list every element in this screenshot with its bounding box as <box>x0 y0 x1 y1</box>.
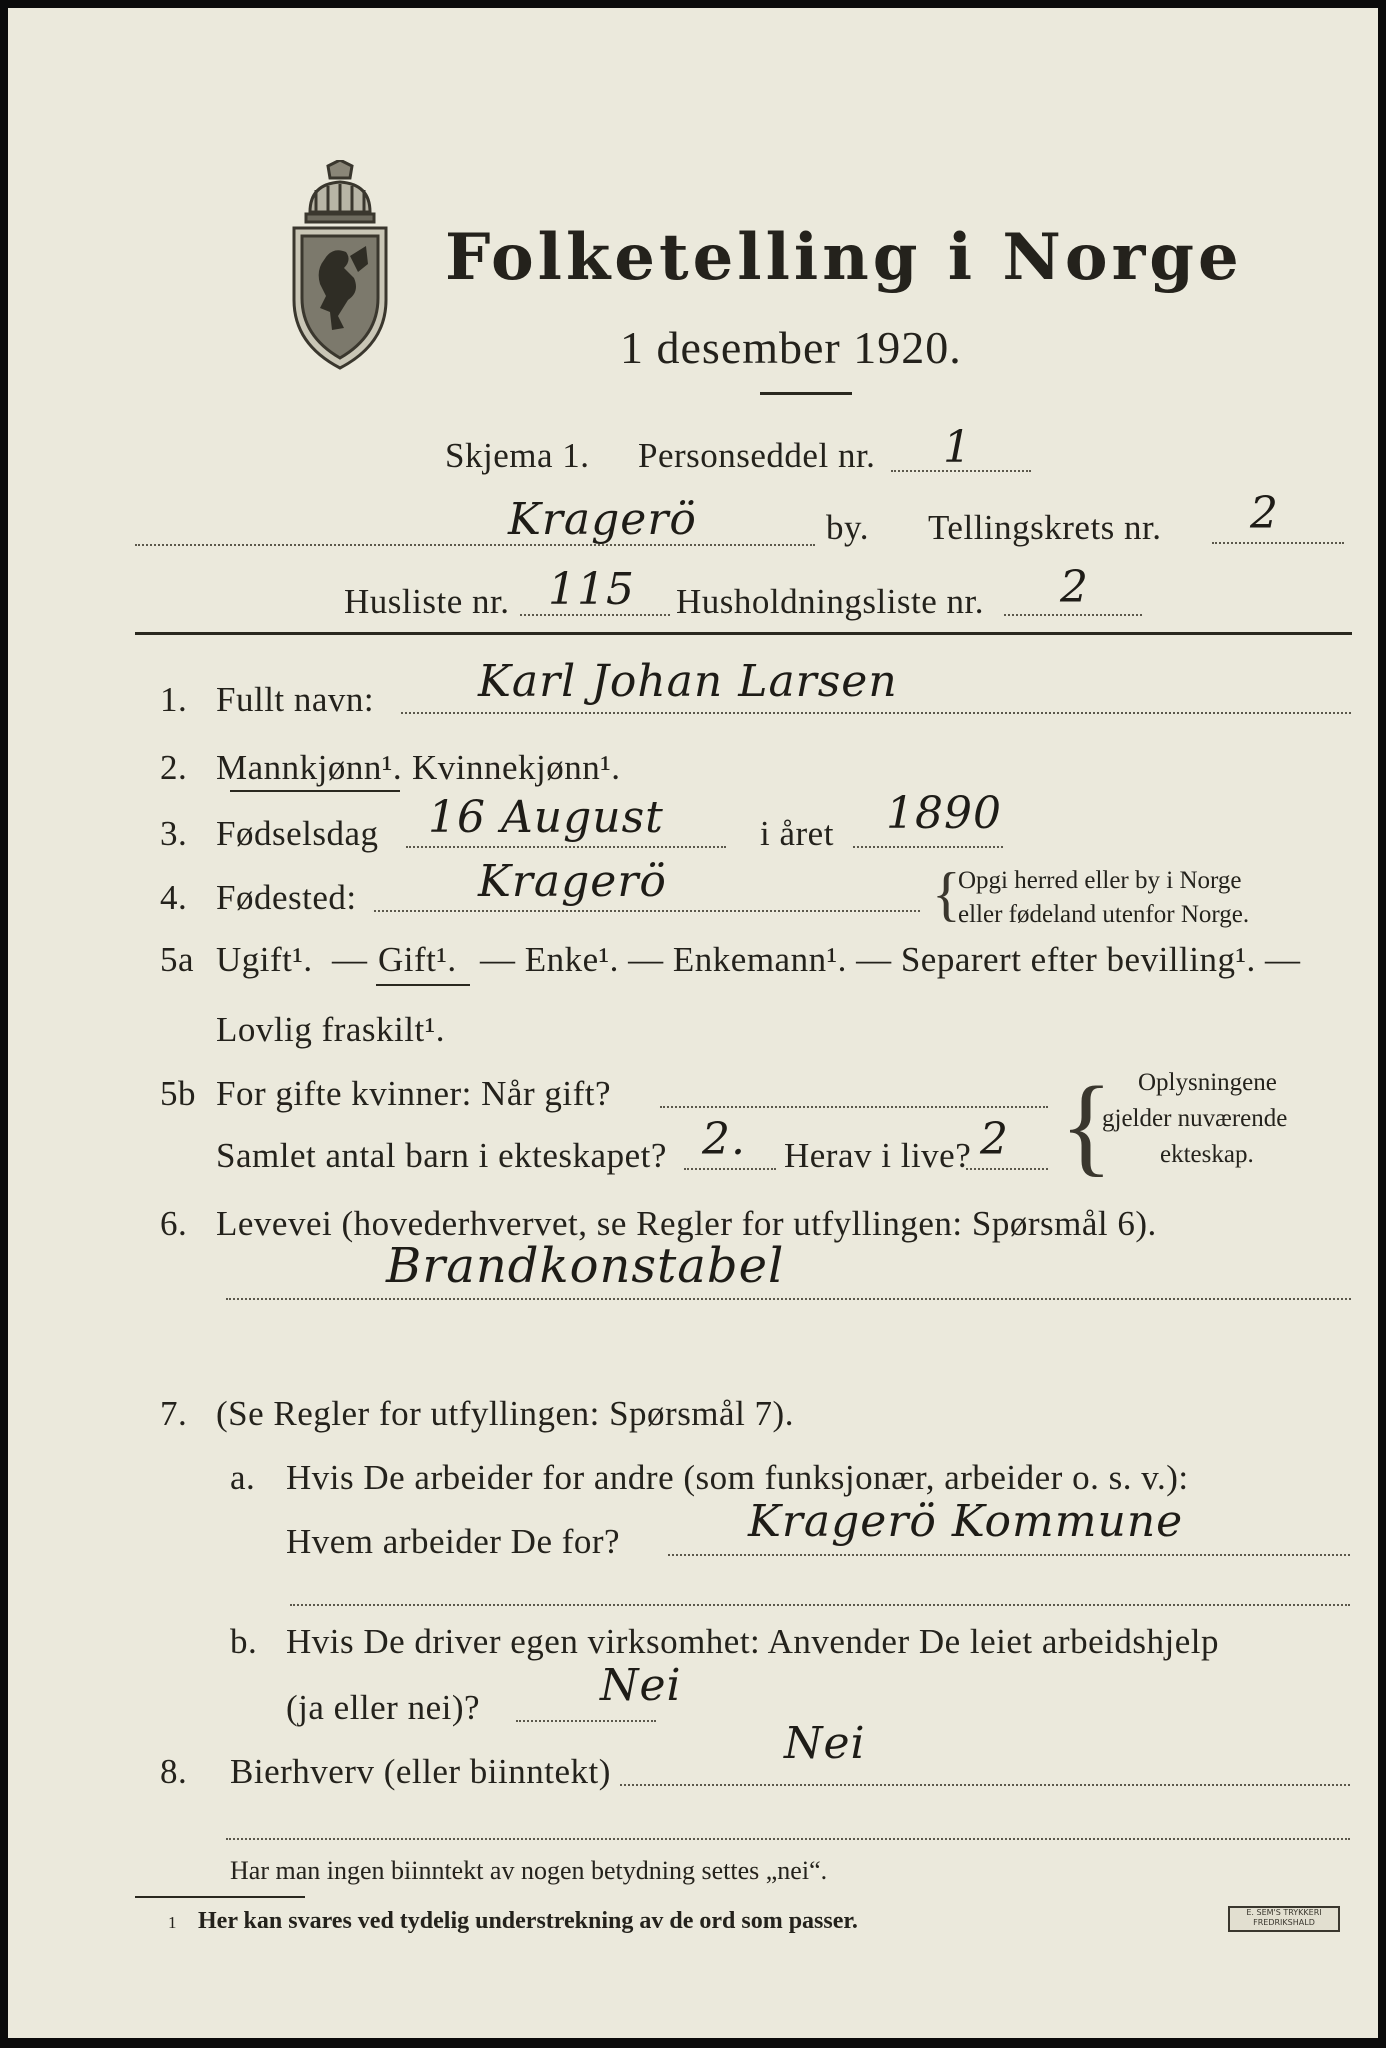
q1-number: 1. <box>160 680 188 719</box>
q5b-label2: Samlet antal barn i ekteskapet? <box>216 1136 667 1175</box>
census-date: 1 desember 1920. <box>620 322 962 373</box>
alive-label: Herav i live? <box>784 1136 972 1175</box>
q1-line <box>401 712 1351 714</box>
sex-male-option[interactable]: Mannkjønn¹. <box>216 748 403 787</box>
q8-label: Bierhverv (eller biinntekt) <box>230 1752 611 1791</box>
children-value[interactable]: 2. <box>702 1114 746 1165</box>
printer-stamp <box>1228 1906 1340 1932</box>
q4-note-line1: Opgi herred eller by i Norge <box>958 867 1242 894</box>
skjema-label: Skjema 1. <box>445 436 590 475</box>
birthplace-value[interactable]: Kragerö <box>478 856 667 907</box>
q7b-text: Hvis De driver egen virksomhet: Anvender De leiet arbeidshjelp <box>286 1622 1219 1661</box>
q4-note-line2: eller fødeland utenfor Norge. <box>958 901 1250 928</box>
status-dash: — <box>332 940 368 979</box>
birthyear-label: i året <box>760 814 834 853</box>
husliste-value[interactable]: 115 <box>548 564 635 615</box>
q5b-brace: { <box>1060 1064 1113 1186</box>
q6-number: 6. <box>160 1204 188 1243</box>
employer-line <box>668 1554 1350 1556</box>
q7b-question: (ja eller nei)? <box>286 1688 481 1727</box>
sex-male-underline <box>230 790 400 792</box>
personseddel-value[interactable]: 1 <box>943 422 972 473</box>
by-label: by. <box>826 508 869 547</box>
married-when-line <box>660 1106 1048 1108</box>
husliste-label: Husliste nr. <box>344 582 510 621</box>
q4-number: 4. <box>160 878 188 917</box>
place-value[interactable]: Kragerö <box>508 494 697 545</box>
q7b-letter: b. <box>230 1622 258 1661</box>
husholdning-line <box>1004 614 1142 616</box>
personseddel-label: Personseddel nr. <box>638 436 876 475</box>
footnote-text: Her kan svares ved tydelig understrekning av de ord som passer. <box>198 1908 858 1934</box>
q5a-number: 5a <box>160 940 195 979</box>
birthplace-line <box>374 910 920 912</box>
printer-stamp-line1: E. SEM'S TRYKKERI <box>1246 1908 1322 1917</box>
occupation-line <box>226 1298 1351 1300</box>
q5b-note-line1: Oplysningene <box>1138 1069 1277 1096</box>
husholdning-value[interactable]: 2 <box>1060 562 1089 613</box>
printer-stamp-line2: FREDRIKSHALD <box>1253 1918 1315 1927</box>
q7a-letter: a. <box>230 1458 256 1497</box>
status-gift-underline <box>376 984 470 986</box>
q4-brace: { <box>932 861 961 927</box>
children-line <box>684 1168 776 1170</box>
q2-number: 2. <box>160 748 188 787</box>
tellingskrets-value[interactable]: 2 <box>1250 488 1279 539</box>
q5b-note-line3: ekteskap. <box>1160 1141 1254 1168</box>
census-form <box>8 8 1378 2038</box>
tellingskrets-label: Tellingskrets nr. <box>928 508 1162 547</box>
nei-note: Har man ingen biinntekt av nogen betydning settes „nei“. <box>230 1856 828 1885</box>
footnote-mark: 1 <box>168 1913 177 1932</box>
q4-label: Fødested: <box>216 878 357 917</box>
header-divider <box>135 632 1352 635</box>
status-gift-option[interactable]: Gift¹. <box>378 940 457 979</box>
form-title: Folketelling i Norge <box>445 220 1243 295</box>
status-fraskilt-option[interactable]: Lovlig fraskilt¹. <box>216 1010 445 1049</box>
alive-value[interactable]: 2 <box>980 1114 1009 1165</box>
employer-value[interactable]: Kragerö Kommune <box>748 1496 1184 1547</box>
employer-line-2 <box>290 1604 1350 1606</box>
birthdate-line <box>406 846 726 848</box>
norway-coat-of-arms-icon <box>280 160 400 372</box>
tellingskrets-line <box>1212 542 1344 544</box>
q3-number: 3. <box>160 814 188 853</box>
birthyear-value[interactable]: 1890 <box>886 788 1002 839</box>
q8-number: 8. <box>160 1752 188 1791</box>
birthdate-value[interactable]: 16 August <box>428 792 664 843</box>
title-divider <box>760 392 852 395</box>
side-income-line-2 <box>226 1838 1350 1840</box>
q6-label: Levevei (hovederhvervet, se Regler for utfyllingen: Spørsmål 6). <box>216 1204 1157 1243</box>
status-ugift-option[interactable]: Ugift¹. <box>216 940 313 979</box>
alive-line <box>966 1168 1048 1170</box>
side-income-line <box>620 1784 1350 1786</box>
place-line <box>135 544 815 546</box>
hired-help-line <box>516 1720 656 1722</box>
status-other-options: — Enke¹. — Enkemann¹. — Separert efter bevilling¹. — <box>480 940 1301 979</box>
side-income-value[interactable]: Nei <box>784 1718 866 1769</box>
occupation-value[interactable]: Brandkonstabel <box>386 1238 785 1294</box>
footnote-divider <box>135 1896 305 1898</box>
q3-label: Fødselsdag <box>216 814 379 853</box>
q7a-text: Hvis De arbeider for andre (som funksjonær, arbeider o. s. v.): <box>286 1458 1189 1497</box>
birthyear-line <box>853 846 1003 848</box>
q7a-question: Hvem arbeider De for? <box>286 1522 621 1561</box>
q5b-label1: For gifte kvinner: Når gift? <box>216 1074 612 1113</box>
q7-number: 7. <box>160 1394 188 1433</box>
hired-help-value[interactable]: Nei <box>600 1660 682 1711</box>
q5b-note-line2: gjelder nuværende <box>1102 1105 1288 1132</box>
q7-label: (Se Regler for utfyllingen: Spørsmål 7). <box>216 1394 794 1433</box>
sex-female-option[interactable]: Kvinnekjønn¹. <box>412 748 621 787</box>
husholdning-label: Husholdningsliste nr. <box>676 582 985 621</box>
full-name-value[interactable]: Karl Johan Larsen <box>478 656 898 707</box>
q5b-number: 5b <box>160 1074 196 1113</box>
q1-label: Fullt navn: <box>216 680 375 719</box>
